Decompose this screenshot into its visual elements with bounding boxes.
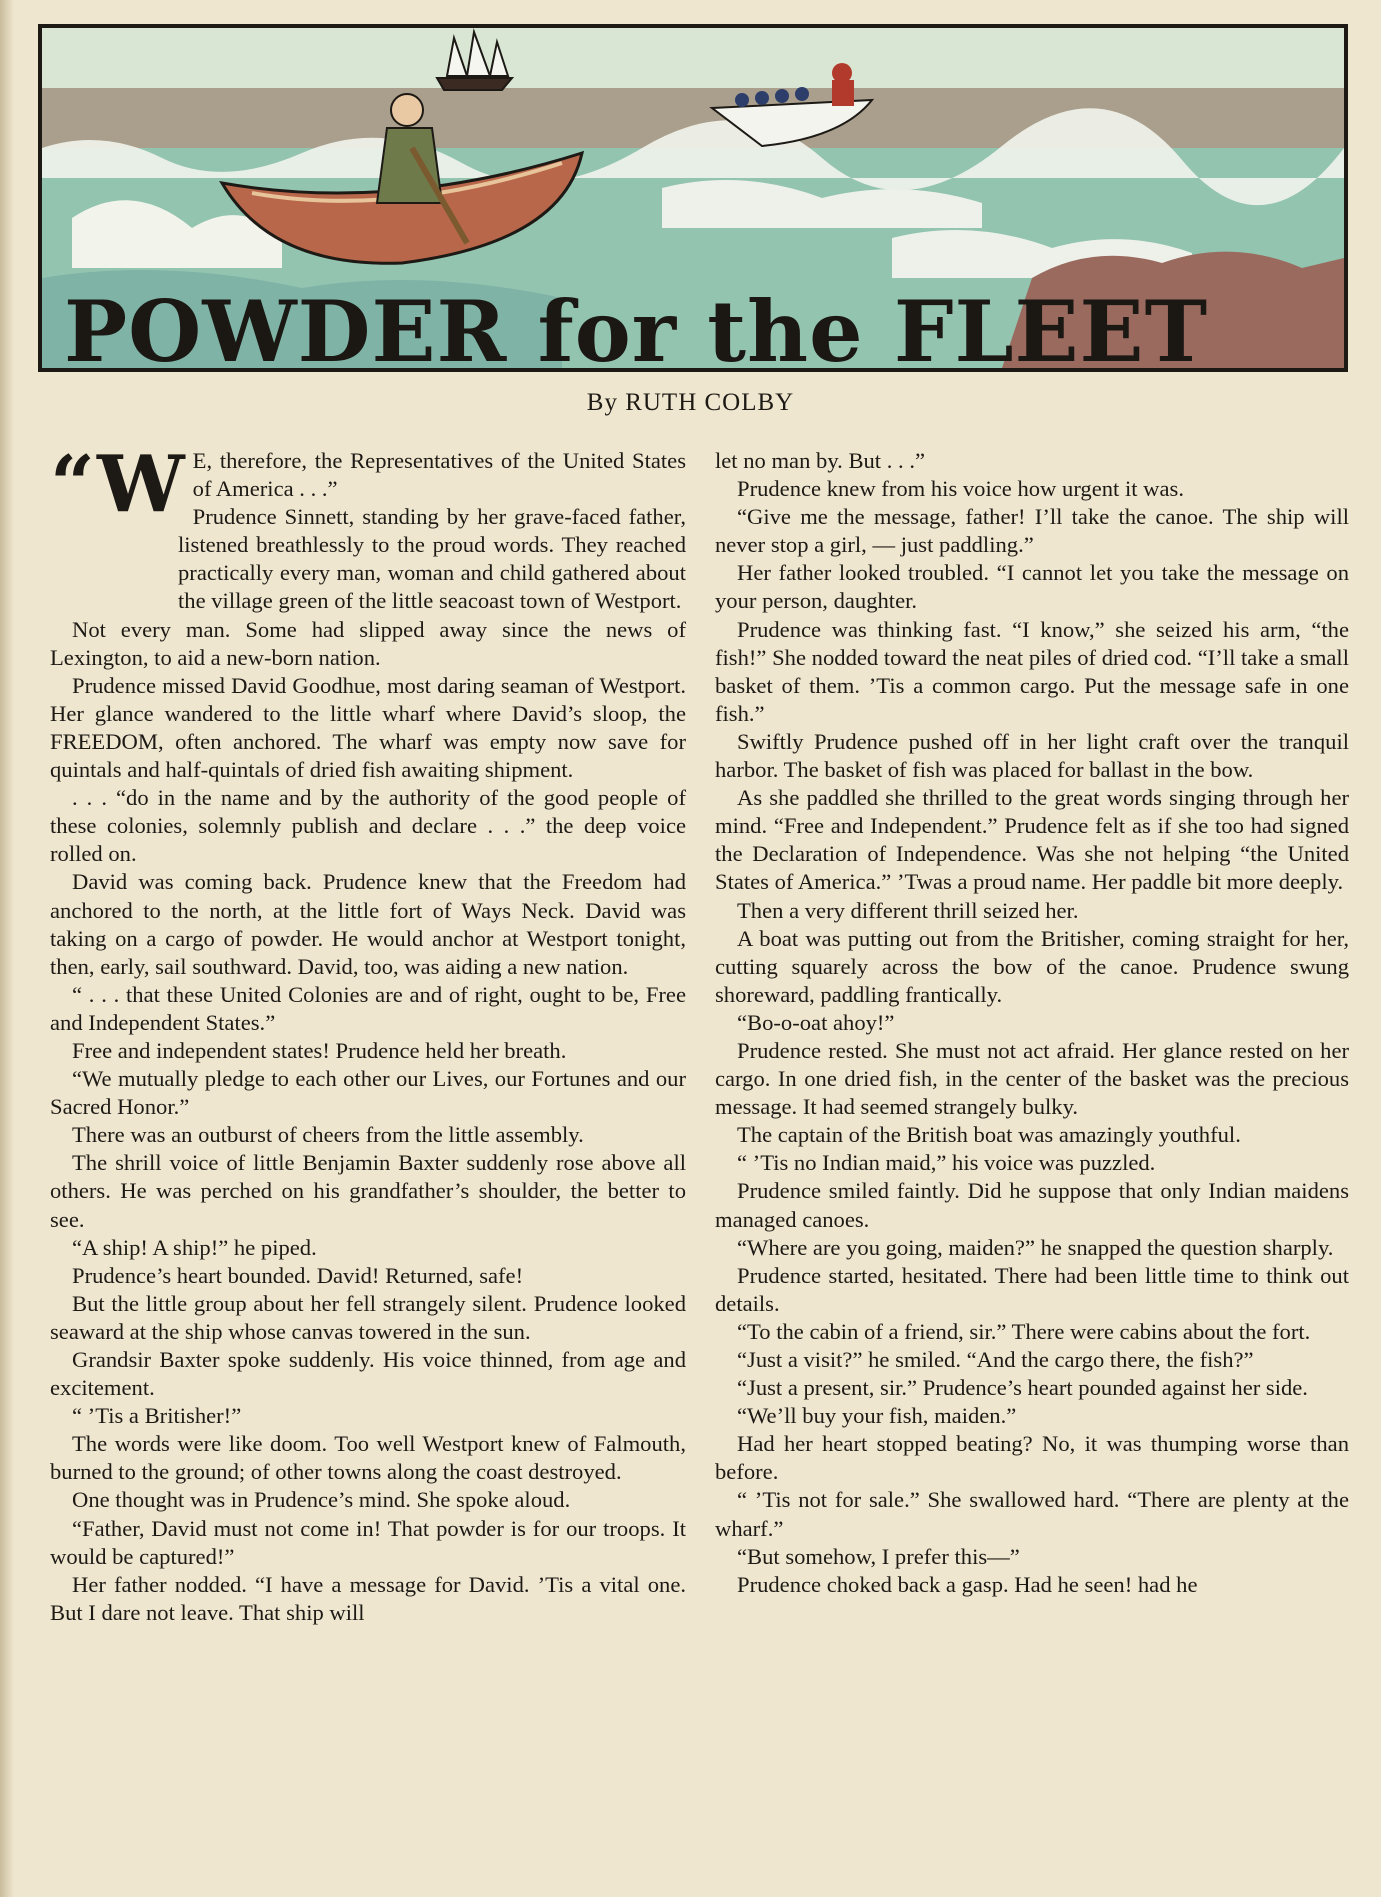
- paragraph: “We mutually pledge to each other our Lives, our Fortunes and our Sacred Honor.”: [50, 1066, 686, 1120]
- paragraph: “We’ll buy your fish, maiden.”: [737, 1403, 1017, 1429]
- paragraph: The shrill voice of little Benjamin Baxter suddenly rose above all others. He was perched on his grandfather’s shoulder, the better to see.: [50, 1150, 686, 1232]
- paragraph: David was coming back. Prudence knew that the Freedom had anchored to the north, at the little fort of Ways Neck. David was taking on a cargo of powder. He would anchor at Westport tonight, then, early, sail southward. David, too, was aiding a new nation.: [50, 869, 686, 979]
- paragraph: Grandsir Baxter spoke suddenly. His voice thinned, from age and excitement.: [50, 1347, 686, 1401]
- paragraph: “A ship! A ship!” he piped.: [72, 1234, 317, 1260]
- paragraph: Not every man. Some had slipped away since the news of Lexington, to aid a new-born nation.: [50, 616, 686, 670]
- paragraph: Had her heart stopped beating? No, it was thumping worse than before.: [715, 1431, 1349, 1485]
- paragraph: Prudence smiled faintly. Did he suppose that only Indian maidens managed canoes.: [715, 1178, 1349, 1232]
- title-illustration: [38, 24, 1348, 372]
- paragraph: “But somehow, I prefer this—”: [737, 1543, 1020, 1569]
- paragraph: “ . . . that these United Colonies are and of right, ought to be, Free and Independent States.”: [50, 981, 686, 1035]
- paragraph: let no man by. But . . .”: [715, 448, 926, 473]
- paragraph: Prudence choked back a gasp. Had he seen! had he: [737, 1571, 1198, 1597]
- paragraph: “Just a present, sir.” Prudence’s heart pounded against her side.: [737, 1375, 1308, 1401]
- paragraph: Free and independent states! Prudence held her breath.: [72, 1037, 567, 1063]
- paragraph: Prudence started, hesitated. There had been little time to think out details.: [715, 1262, 1349, 1316]
- paragraph: As she paddled she thrilled to the great words singing through her mind. “Free and Independent.” Prudence felt as if she too had signed the Declaration of Independence. Was she not helping “the United States of America.” ’Twas a proud name. Her paddle bit more deeply.: [715, 785, 1349, 895]
- byline: By RUTH COLBY: [586, 389, 795, 416]
- paragraph: Then a very different thrill seized her.: [737, 897, 1079, 923]
- paragraph: . . . “do in the name and by the authority of the good people of these colonies, solemnly publish and declare . . .” the deep voice rolled on.: [50, 785, 686, 867]
- right-column: [715, 447, 1349, 1599]
- paragraph: But the little group about her fell strangely silent. Prudence looked seaward at the ship whose canvas towered in the sun.: [50, 1290, 686, 1344]
- paragraph: “Give me the message, father! I’ll take the canoe. The ship will never stop a girl, — just paddling.”: [715, 504, 1349, 558]
- paragraph: Prudence knew from his voice how urgent it was.: [737, 476, 1184, 502]
- paragraph: “Just a visit?” he smiled. “And the cargo there, the fish?”: [737, 1347, 1254, 1372]
- paragraph: One thought was in Prudence’s mind. She spoke aloud.: [72, 1487, 571, 1513]
- paragraph: “Where are you going, maiden?” he snapped the question sharply.: [737, 1234, 1334, 1260]
- opening-paragraph: [50, 439, 686, 530]
- paragraph: There was an outburst of cheers from the little assembly.: [72, 1122, 584, 1148]
- paragraph: “ ’Tis a Britisher!”: [72, 1403, 242, 1429]
- paragraph: The captain of the British boat was amazingly youthful.: [737, 1122, 1241, 1148]
- paragraph: Her father nodded. “I have a message for David. ’Tis a vital one. But I dare not leave. That ship will: [50, 1571, 686, 1625]
- opening-line: E, therefore, the Representatives of the United States of America . . .”: [192, 448, 686, 502]
- page-edge: [0, 0, 14, 1897]
- paragraph: A boat was putting out from the Britisher, coming straight for her, cutting squarely across the bow of the canoe. Prudence swung shoreward, paddling frantically.: [715, 925, 1349, 1007]
- left-column: [50, 439, 686, 1627]
- story-title: POWDER for the FLEET: [64, 282, 1209, 372]
- paragraph: Prudence was thinking fast. “I know,” she seized his arm, “the fish!” She nodded toward the neat piles of dried cod. “I’ll take a small basket of them. ’Tis a common cargo. Put the message safe in one fish.”: [715, 616, 1349, 726]
- paragraph: “ ’Tis no Indian maid,” his voice was puzzled.: [737, 1150, 1156, 1176]
- paragraph: “Father, David must not come in! That powder is for our troops. It would be captured!”: [50, 1515, 686, 1569]
- paragraph: The words were like doom. Too well Westport knew of Falmouth, burned to the ground; of other towns along the coast destroyed.: [50, 1431, 686, 1485]
- paragraph: “ ’Tis not for sale.” She swallowed hard. “There are plenty at the wharf.”: [715, 1487, 1349, 1541]
- paragraph: “To the cabin of a friend, sir.” There were cabins about the fort.: [737, 1318, 1311, 1344]
- paragraph: Her father looked troubled. “I cannot let you take the message on your person, daughter.: [715, 560, 1349, 614]
- paragraph: Prudence missed David Goodhue, most daring seaman of Westport. Her glance wandered to the little wharf where David’s sloop, the FREEDOM, often anchored. The wharf was empty now save for quintals and half-quintals of dried fish awaiting shipment.: [50, 672, 686, 783]
- paragraph: Prudence’s heart bounded. David! Returned, safe!: [72, 1262, 524, 1288]
- paragraph: Prudence rested. She must not act afraid. Her glance rested on her cargo. In one dried fish, in the center of the basket was the precious message. It had seemed strangely bulky.: [715, 1037, 1349, 1120]
- paragraph: “Bo-o-oat ahoy!”: [737, 1009, 895, 1035]
- paragraph: Swiftly Prudence pushed off in her light craft over the tranquil harbor. The basket of fish was placed for ballast in the bow.: [715, 728, 1349, 783]
- paragraph: Prudence Sinnett, standing by her grave-faced father, listened breathlessly to the proud words. They reached practically every man, woman and child gathered about the village green of the little seacoast town of Westport.: [178, 504, 686, 614]
- drop-cap: “W: [50, 439, 185, 530]
